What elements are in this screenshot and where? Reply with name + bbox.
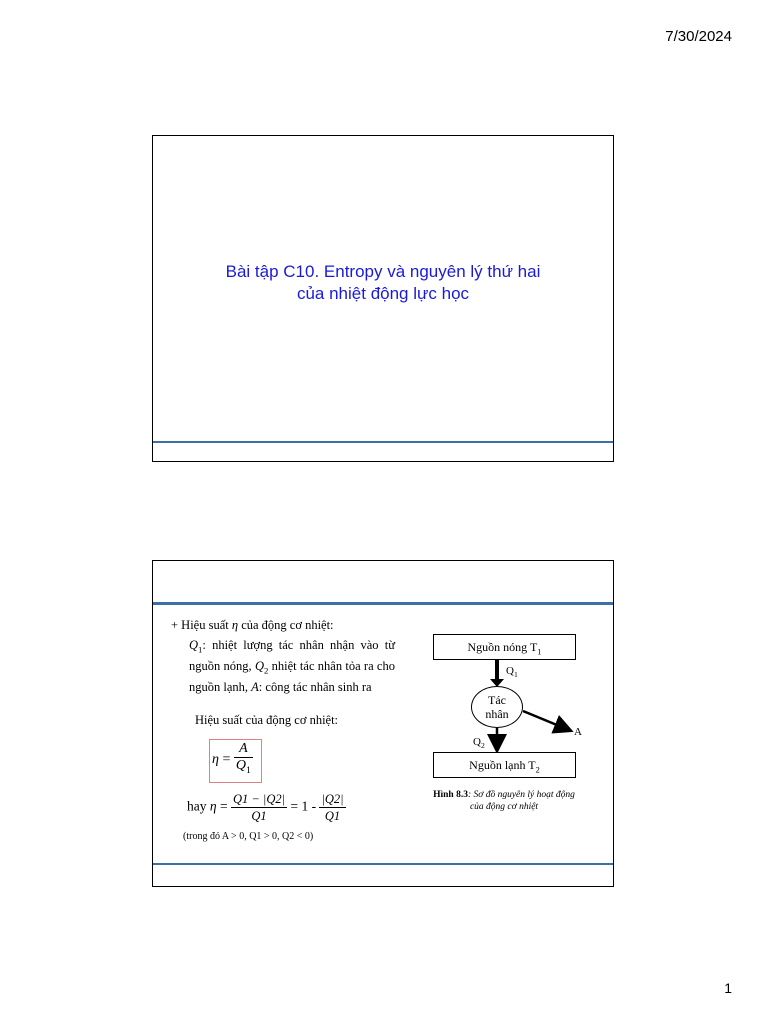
hay-denominator-1: Q1 <box>251 809 267 823</box>
cold-source-sub: 2 <box>535 765 540 775</box>
slide-2-header-bar <box>153 602 613 605</box>
q2-label-sub: 2 <box>480 741 485 751</box>
alternate-formula <box>187 791 346 824</box>
conditions-note: (trong đó A > 0, Q1 > 0, Q2 < 0) <box>183 831 314 842</box>
para-text-1: : nhiệt lượng tác nhân nhận vào từ nguồn nóng, <box>189 638 395 673</box>
hot-source-box <box>433 634 576 660</box>
para-q1: Q <box>189 638 199 652</box>
work-label: A <box>574 726 582 738</box>
formula-den-q: Q <box>235 758 246 773</box>
para-q1-sub: 1 <box>198 644 203 655</box>
caption-text: : Sơ đồ nguyên lý hoạt động của động cơ nhiệt <box>467 790 575 812</box>
cold-source-label: Nguồn lạnh T <box>469 758 536 772</box>
hay-middle: = 1 - <box>290 798 317 814</box>
q2-label-text: Q <box>473 736 481 748</box>
page-date: 7/30/2024 <box>665 28 732 45</box>
q1-label <box>506 665 518 679</box>
hay-eta: η <box>209 798 217 814</box>
formula-den-sub: 1 <box>245 764 251 776</box>
slide-1-title <box>153 261 613 305</box>
q1-label-sub: 1 <box>513 670 518 680</box>
hay-fraction-2 <box>319 791 345 824</box>
agent-line-1: Tác <box>488 693 506 707</box>
para-text-3: : công tác nhân sinh ra <box>258 680 372 694</box>
hay-equals: = <box>219 798 228 814</box>
hot-source-label: Nguồn nóng T <box>467 640 538 654</box>
work-arrow <box>523 711 569 730</box>
formula-numerator: A <box>234 741 253 758</box>
working-agent-circle <box>471 686 523 728</box>
hay-fraction-1 <box>231 791 287 824</box>
para-a: A <box>251 680 259 694</box>
heading-suffix: của động cơ nhiệt: <box>238 618 334 632</box>
efficiency-formula <box>212 741 253 779</box>
q2-label <box>473 736 485 750</box>
diagram-caption <box>431 789 577 813</box>
slide-1-title-line-1: Bài tập C10. Entropy và nguyên lý thứ hai <box>225 262 541 281</box>
agent-line-2: nhân <box>485 707 509 721</box>
para-text-2: nhiệt tác nhân tỏa ra cho nguồn lạnh, <box>189 659 395 694</box>
slide-2 <box>152 560 614 887</box>
efficiency-heading <box>171 618 334 633</box>
formula-eta: η <box>212 752 219 768</box>
slide-1-title-line-2: của nhiệt động lực học <box>296 284 470 303</box>
definition-paragraph <box>189 637 395 696</box>
heading-eta-symbol: η <box>231 618 239 632</box>
hay-numerator-1: Q1 − |Q2| <box>232 792 286 806</box>
formula-denominator <box>234 758 253 779</box>
hay-numerator-2: |Q2| <box>321 792 344 806</box>
q1-label-text: Q <box>506 665 514 677</box>
hay-word: hay <box>187 798 207 814</box>
heat-engine-diagram <box>431 631 581 821</box>
slide-1 <box>152 135 614 462</box>
formula-fraction <box>234 741 253 779</box>
formula-equals: = <box>222 752 231 768</box>
hot-source-sub: 1 <box>537 647 542 657</box>
para-q2-sub: 2 <box>263 665 269 676</box>
caption-figure-number: Hình 8.3 <box>433 790 468 800</box>
para-q2: Q <box>254 659 264 673</box>
heading-prefix: + Hiệu suất <box>171 618 232 632</box>
hay-denominator-2: Q1 <box>324 809 341 823</box>
slide-1-footer-bar <box>153 441 613 443</box>
page-number: 1 <box>724 980 732 996</box>
efficiency-label: Hiệu suất của động cơ nhiệt: <box>195 713 339 727</box>
cold-source-box <box>433 752 576 778</box>
slide-2-footer-bar <box>153 863 613 865</box>
